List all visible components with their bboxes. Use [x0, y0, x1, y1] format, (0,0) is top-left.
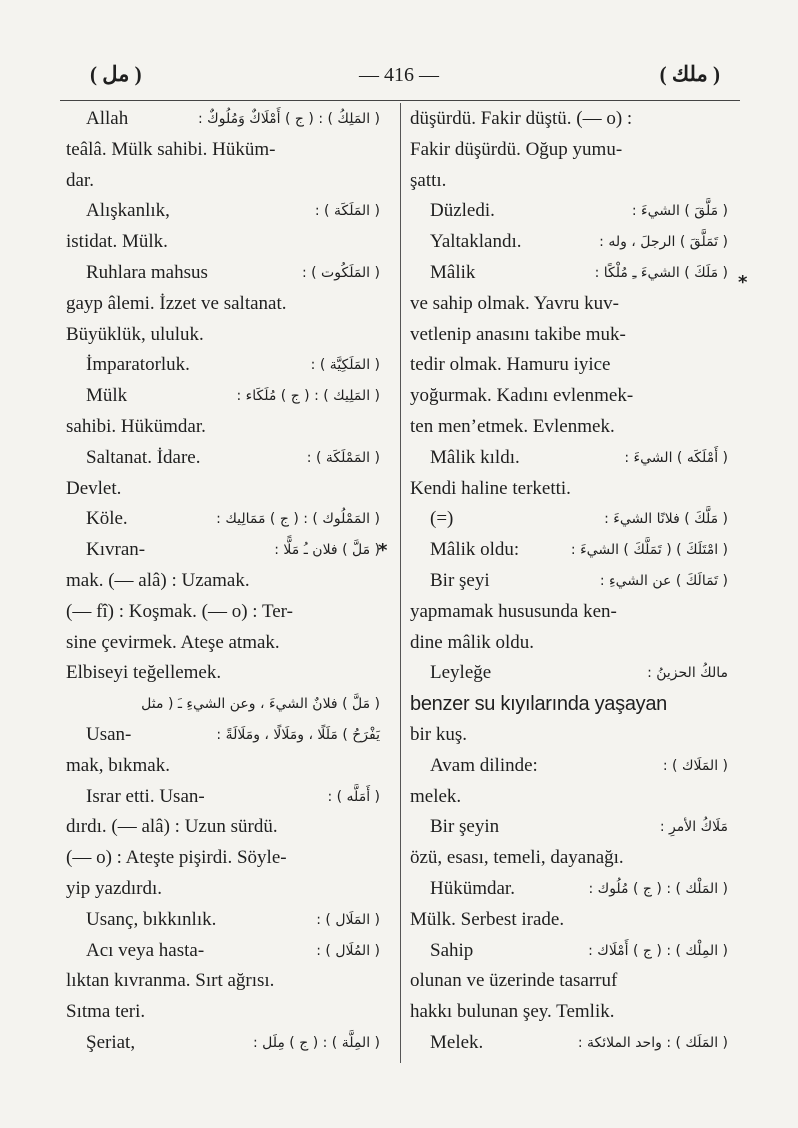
arabic-headword: ( المَلِكُ ) : ( ج ) أَمْلَاكٌ وَمُلُوكٌ :	[198, 111, 380, 127]
dictionary-line	[66, 504, 380, 535]
dictionary-line	[410, 320, 728, 351]
arabic-headword: ( أَمَلَّه ) :	[327, 788, 380, 805]
header-right-keyword: ( ملك )	[659, 62, 720, 86]
dictionary-line	[66, 751, 380, 782]
dictionary-line	[410, 381, 728, 412]
turkish-definition-text: düşürdü. Fakir düştü. (— o) :	[410, 108, 633, 129]
turkish-definition-text: Köle.	[86, 508, 128, 530]
dictionary-line	[66, 689, 380, 720]
dictionary-line	[410, 874, 728, 905]
dictionary-line	[66, 843, 380, 874]
dictionary-line	[410, 135, 728, 166]
arabic-headword: ( تَمَلَّقَ ) الرجلَ ، وله :	[599, 234, 728, 251]
arabic-headword: يَفْرَحُ ) مَلَلًا ، ومَلَالًا ، ومَلَالَةً :	[216, 726, 380, 743]
arabic-headword: ( المَمْلُوك ) : ( ج ) مَمَالِيك :	[216, 511, 380, 528]
turkish-definition-text: Alışkanlık,	[86, 200, 170, 222]
dictionary-line	[410, 1028, 728, 1059]
dictionary-line	[410, 843, 728, 874]
arabic-headword: ( المِلْك ) : ( ج ) أَمْلَاك :	[588, 942, 728, 959]
dictionary-line	[410, 350, 728, 381]
dictionary-line	[66, 289, 380, 320]
arabic-headword: ( المَلَاك ) :	[662, 757, 728, 774]
turkish-definition-text: (=)	[430, 508, 454, 530]
page-number: — 416 —	[359, 64, 439, 86]
turkish-definition-text: Israr etti. Usan-	[86, 785, 205, 807]
dictionary-line	[410, 104, 728, 135]
dictionary-line	[66, 566, 380, 597]
turkish-definition-text: hakkı bulunan şey. Temlik.	[410, 1001, 615, 1023]
turkish-definition-text: lıktan kıvranma. Sırt ağrısı.	[66, 970, 275, 992]
dictionary-line	[410, 504, 728, 535]
turkish-definition-text: (— fî) : Koşmak. (— o) : Ter-	[66, 600, 293, 622]
arabic-headword: ( المَلَكَة ) :	[314, 203, 380, 220]
dictionary-line	[66, 350, 380, 381]
entry-marker-star: *	[378, 540, 388, 561]
dictionary-line	[410, 997, 728, 1028]
arabic-headword: ( تَمَالَكَ ) عن الشيءِ :	[599, 572, 728, 589]
dictionary-line	[410, 689, 728, 720]
dictionary-line	[410, 628, 728, 659]
arabic-headword: ( المِلَّة ) : ( ج ) مِلَل :	[252, 1034, 380, 1051]
arabic-headword: ( المَلَال ) :	[316, 911, 380, 928]
page-header	[0, 60, 798, 96]
dictionary-line	[66, 227, 380, 258]
turkish-definition-text: Acı veya hasta-	[86, 939, 205, 961]
turkish-definition-text: Şeriat,	[86, 1031, 136, 1053]
turkish-definition-text: Hükümdar.	[430, 877, 515, 899]
dictionary-line	[66, 196, 380, 227]
dictionary-line	[410, 936, 728, 967]
dictionary-line	[66, 997, 380, 1028]
arabic-headword: ( المَلَكُوت ) :	[301, 264, 380, 281]
turkish-definition-text: Sıtma teri.	[66, 1001, 146, 1023]
turkish-definition-text: Mâlik oldu:	[430, 539, 520, 561]
arabic-headword: ( مَلَّ ) فلان ـُ مَلًّا :	[274, 542, 380, 559]
dictionary-line	[410, 535, 728, 566]
turkish-definition-text: yoğurmak. Kadını evlenmek-	[410, 385, 634, 407]
dictionary-line	[66, 381, 380, 412]
turkish-definition-text: Düzledi.	[430, 200, 495, 222]
turkish-definition-text: gayp âlemi. İzzet ve saltanat.	[66, 292, 287, 314]
dictionary-line	[66, 874, 380, 905]
turkish-definition-text: Usan-	[86, 723, 132, 745]
arabic-headword: ( أَمْلَكَه ) الشيءَ :	[624, 449, 728, 466]
turkish-definition-text: sine çevirmek. Ateşe atmak.	[66, 631, 280, 653]
turkish-definition-text: sahibi. Hükümdar.	[66, 415, 206, 437]
dictionary-line	[66, 966, 380, 997]
turkish-definition-text: Allah	[86, 108, 129, 129]
right-column	[410, 104, 728, 1059]
turkish-definition-text: benzer su kıyılarında yaşayan	[410, 693, 668, 716]
turkish-definition-text: Kıvran-	[86, 539, 146, 561]
turkish-definition-text: dar.	[66, 169, 94, 191]
dictionary-line	[410, 597, 728, 628]
dictionary-line	[410, 720, 728, 751]
dictionary-line	[410, 658, 728, 689]
turkish-definition-text: bir kuş.	[410, 723, 467, 745]
dictionary-line	[66, 720, 380, 751]
dictionary-line	[410, 258, 728, 289]
turkish-definition-text: olunan ve üzerinde tasarruf	[410, 970, 618, 992]
turkish-definition-text: Mülk. Serbest irade.	[410, 908, 565, 930]
turkish-definition-text: Bir şeyi	[430, 569, 490, 591]
dictionary-line	[66, 443, 380, 474]
arabic-headword: ( مَلَّقَ ) الشيءَ :	[631, 203, 728, 220]
turkish-definition-text: Ruhlara mahsus	[86, 261, 208, 283]
turkish-definition-text: yapmamak hususunda ken-	[410, 600, 617, 622]
turkish-definition-text: yip yazdırdı.	[66, 877, 163, 899]
dictionary-line	[410, 289, 728, 320]
turkish-definition-text: Leyleğe	[430, 662, 492, 684]
dictionary-line	[410, 751, 728, 782]
turkish-definition-text: Usanç, bıkkınlık.	[86, 908, 217, 930]
column-divider	[400, 103, 401, 1063]
arabic-headword: ( المَلِيك ) : ( ج ) مُلَكَاء :	[236, 388, 380, 405]
arabic-headword: مالكُ الحزينُ :	[647, 665, 728, 682]
turkish-definition-text: tedir olmak. Hamuru iyice	[410, 354, 611, 376]
turkish-definition-text: Saltanat. İdare.	[86, 446, 201, 468]
dictionary-line	[66, 412, 380, 443]
dictionary-line	[66, 936, 380, 967]
turkish-definition-text: Devlet.	[66, 477, 122, 499]
dictionary-line	[66, 258, 380, 289]
turkish-definition-text: Büyüklük, ululuk.	[66, 323, 204, 345]
left-column	[66, 104, 380, 1059]
arabic-headword: ( المَلَكِيَّة ) :	[310, 357, 380, 374]
turkish-definition-text: dırdı. (— alâ) : Uzun sürdü.	[66, 816, 278, 838]
dictionary-line	[66, 535, 380, 566]
header-divider	[60, 100, 740, 101]
header-left-keyword: ( مل )	[90, 62, 142, 86]
turkish-definition-text: şattı.	[410, 169, 447, 191]
turkish-definition-text: İmparatorluk.	[86, 354, 190, 376]
dictionary-line	[66, 1028, 380, 1059]
turkish-definition-text: teâlâ. Mülk sahibi. Hüküm-	[66, 138, 276, 160]
turkish-definition-text: mak. (— alâ) : Uzamak.	[66, 569, 250, 591]
turkish-definition-text: Fakir düşürdü. Oğup yumu-	[410, 138, 623, 160]
dictionary-line	[410, 227, 728, 258]
turkish-definition-text: Bir şeyin	[430, 816, 500, 838]
turkish-definition-text: dine mâlik oldu.	[410, 631, 535, 653]
entry-marker-star: *	[738, 272, 748, 293]
dictionary-line	[66, 474, 380, 505]
dictionary-line	[410, 966, 728, 997]
arabic-headword: ( المَلْك ) : ( ج ) مُلُوك :	[588, 880, 728, 897]
arabic-headword: ( المُلَال ) :	[316, 942, 380, 959]
dictionary-line	[66, 597, 380, 628]
dictionary-line	[66, 104, 380, 135]
turkish-definition-text: Mâlik kıldı.	[430, 446, 520, 468]
turkish-definition-text: Kendi haline terketti.	[410, 477, 571, 499]
dictionary-line	[410, 196, 728, 227]
dictionary-line	[66, 135, 380, 166]
turkish-definition-text: vetlenip anasını takibe muk-	[410, 323, 626, 345]
turkish-definition-text: ve sahip olmak. Yavru kuv-	[410, 292, 619, 314]
turkish-definition-text: özü, esası, temeli, dayanağı.	[410, 847, 624, 869]
arabic-headword: مَلَاكُ الأمرِ :	[659, 819, 728, 836]
dictionary-line	[66, 658, 380, 689]
turkish-definition-text: Mülk	[86, 385, 128, 407]
turkish-definition-text: Sahip	[430, 939, 474, 961]
arabic-headword: ( المَمْلَكَة ) :	[306, 449, 380, 466]
dictionary-line	[410, 412, 728, 443]
turkish-definition-text: melek.	[410, 785, 462, 807]
turkish-definition-text: istidat. Mülk.	[66, 231, 168, 253]
dictionary-line	[410, 166, 728, 197]
dictionary-line	[410, 905, 728, 936]
arabic-headword: ( امْتَلَكَ ) ( تَمَلَّكَ ) الشيءَ :	[570, 542, 728, 559]
dictionary-line	[66, 320, 380, 351]
dictionary-line	[410, 782, 728, 813]
arabic-headword: ( مَلَّ ) فلانٌ الشيءَ ، وعن الشيءِ ـَ ( مثل	[141, 696, 380, 713]
arabic-headword: ( مَلَكَ ) الشيءَ ـِ مُلْكًا :	[594, 264, 728, 281]
turkish-definition-text: (— o) : Ateşte pişirdi. Söyle-	[66, 847, 287, 869]
dictionary-line	[410, 443, 728, 474]
dictionary-line	[66, 812, 380, 843]
turkish-definition-text: Elbiseyi teğellemek.	[66, 662, 222, 684]
dictionary-line	[410, 474, 728, 505]
arabic-headword: ( المَلَك ) : واحد الملائكة :	[577, 1034, 728, 1051]
turkish-definition-text: Mâlik	[430, 261, 476, 283]
turkish-definition-text: mak, bıkmak.	[66, 754, 170, 776]
arabic-headword: ( مَلَّكَ ) فلانًا الشيءَ :	[604, 511, 728, 528]
turkish-definition-text: Avam dilinde:	[430, 754, 538, 776]
dictionary-line	[66, 905, 380, 936]
dictionary-line	[410, 812, 728, 843]
dictionary-line	[66, 166, 380, 197]
turkish-definition-text: Melek.	[430, 1031, 484, 1053]
turkish-definition-text: Yaltaklandı.	[430, 231, 522, 253]
dictionary-line	[66, 782, 380, 813]
turkish-definition-text: ten men’etmek. Evlenmek.	[410, 415, 615, 437]
dictionary-line	[410, 566, 728, 597]
dictionary-line	[66, 628, 380, 659]
